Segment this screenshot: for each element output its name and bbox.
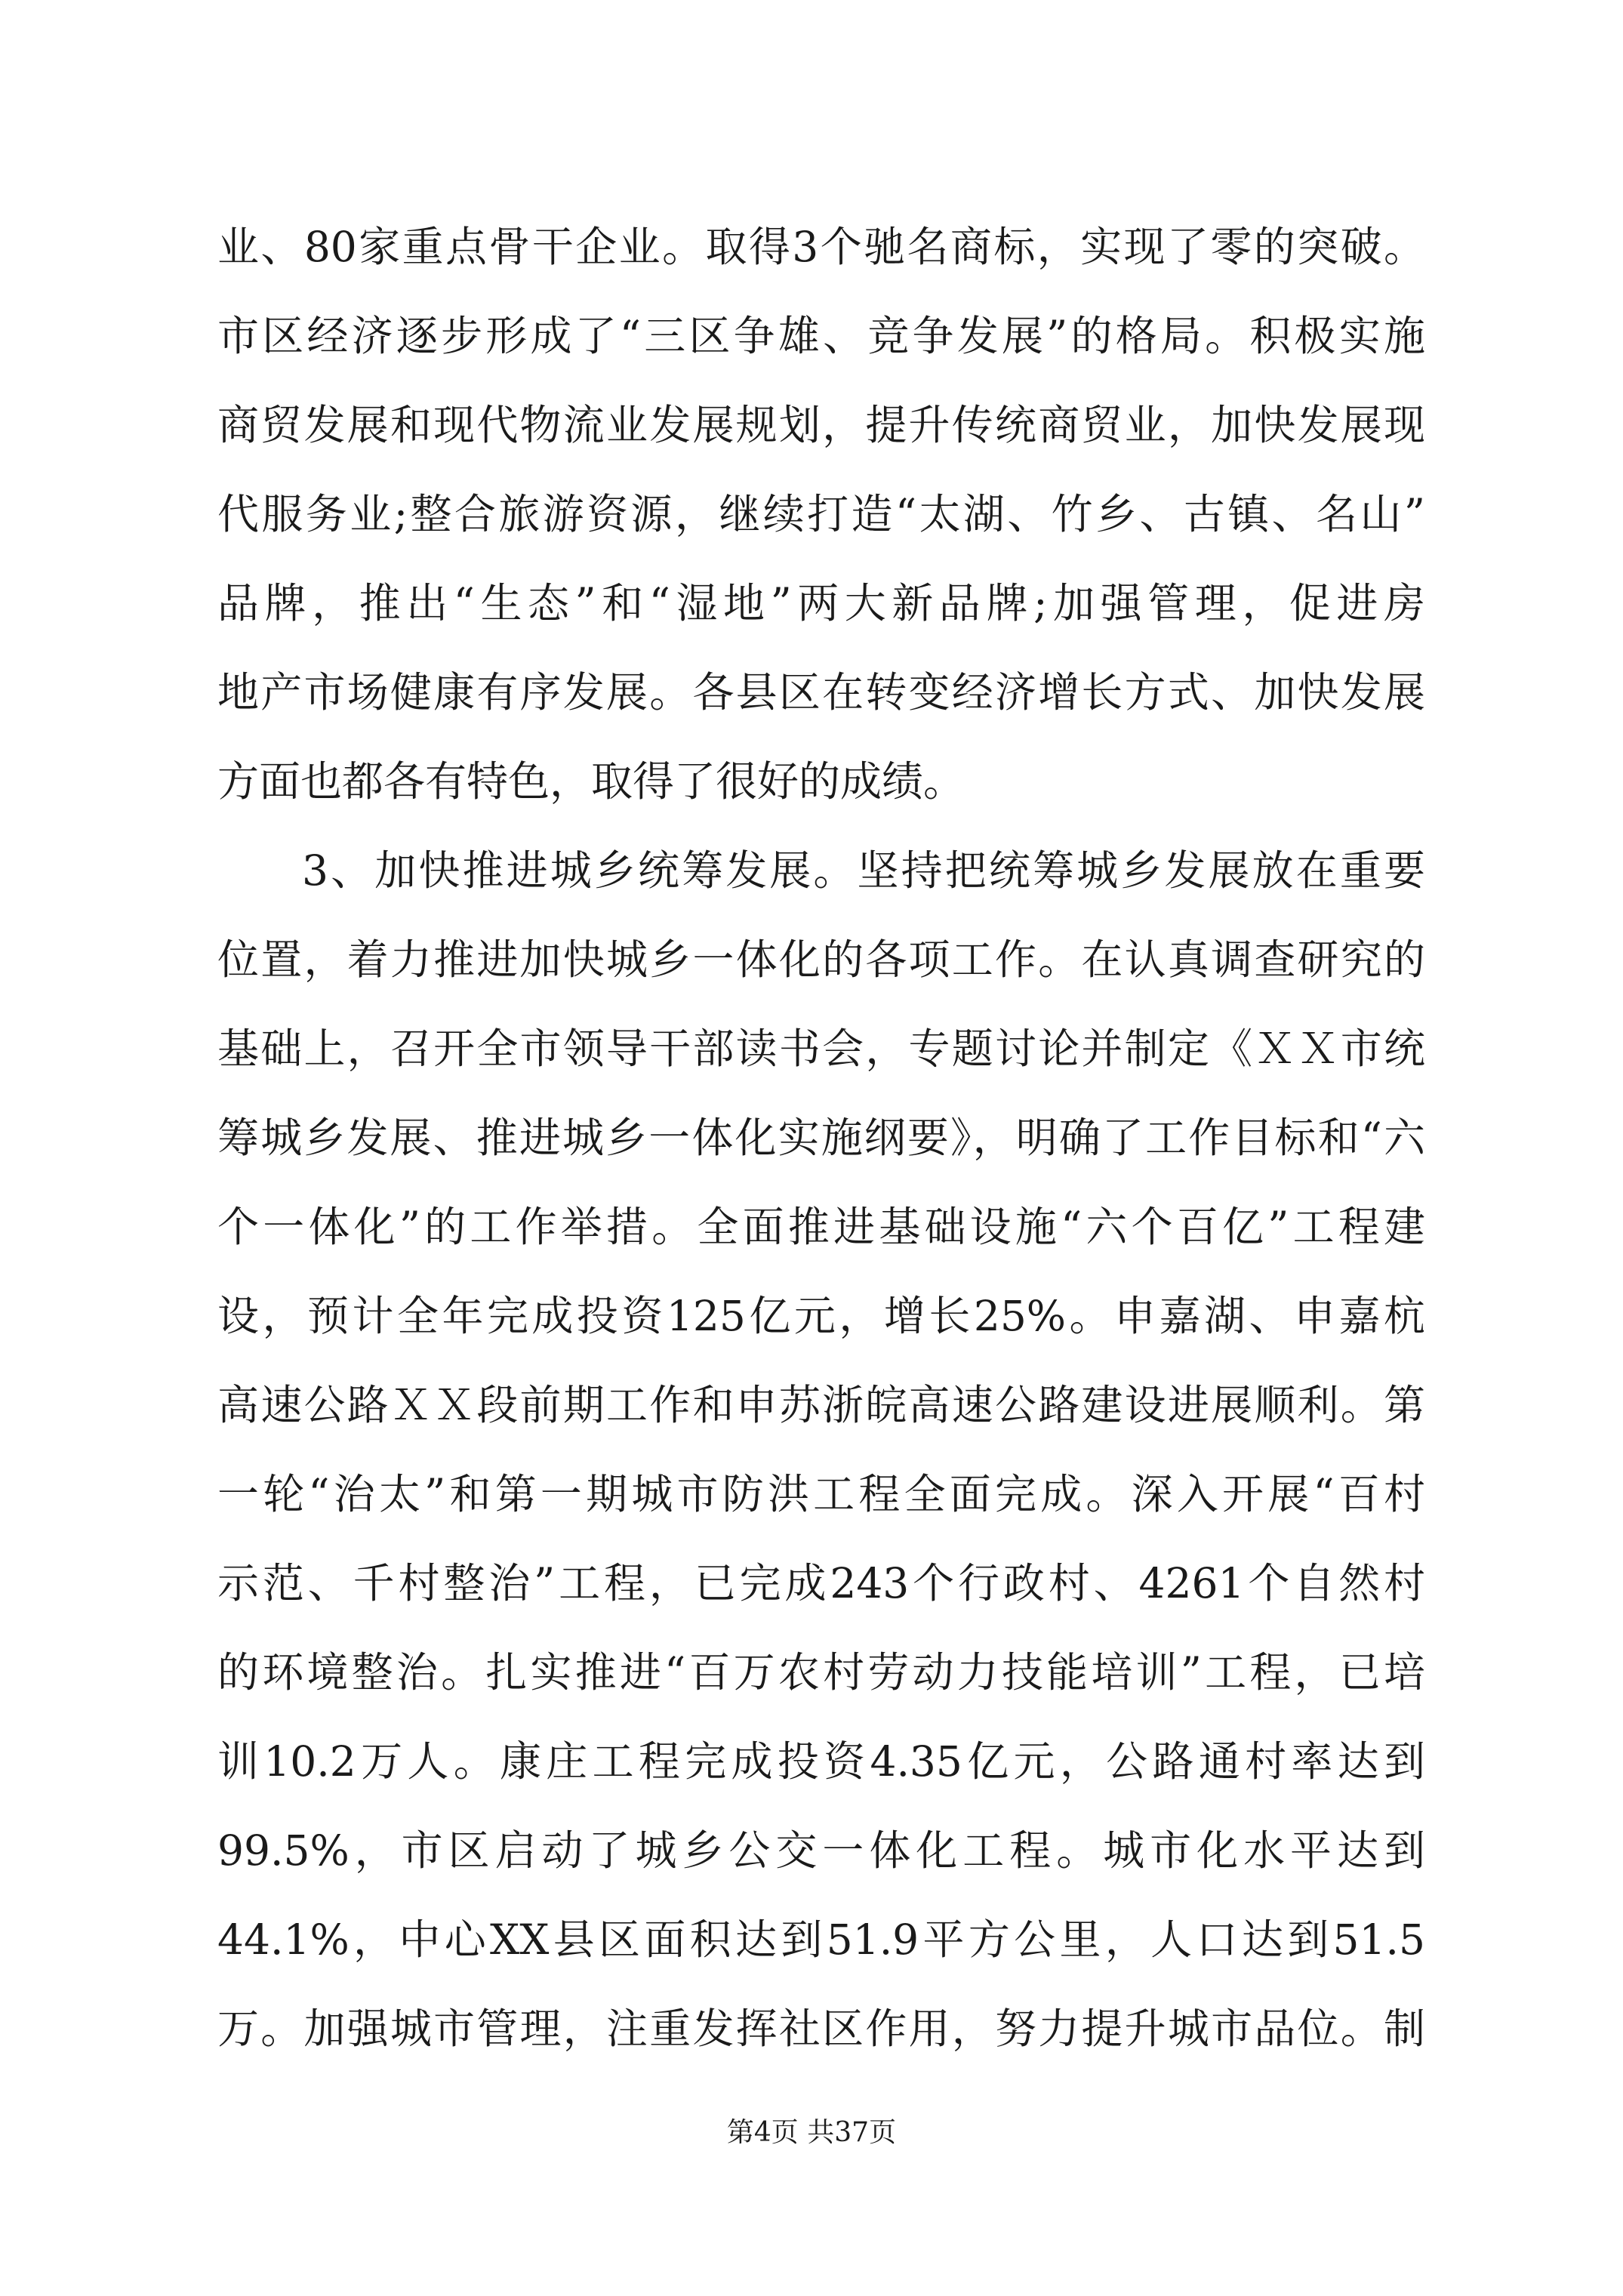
text-line: 设，预计全年完成投资125亿元，增长25%。申嘉湖、申嘉杭 — [217, 1292, 1425, 1340]
page-footer: 第4页 共37页 — [726, 2117, 897, 2148]
text-line: 位置，着力推进加快城乡一体化的各项工作。在认真调查研究的 — [217, 935, 1425, 984]
document-body — [217, 202, 1425, 2073]
text-line: 品牌，推出“生态”和“湿地”两大新品牌;加强管理，促进房 — [217, 579, 1425, 627]
text-line: 市区经济逐步形成了“三区争雄、竞争发展”的格局。积极实施 — [217, 312, 1425, 360]
text-line: 3、加快推进城乡统筹发展。坚持把统筹城乡发展放在重要 — [302, 846, 1425, 895]
text-line: 基础上，召开全市领导干部读书会，专题讨论并制定《ＸＸ市统 — [217, 1025, 1425, 1073]
text-line: 筹城乡发展、推进城乡一体化实施纲要》，明确了工作目标和“六 — [217, 1114, 1425, 1162]
text-line: 代服务业;整合旅游资源，继续打造“太湖、竹乡、古镇、名山” — [217, 490, 1425, 538]
text-line: 99.5%，市区启动了城乡公交一体化工程。城市化水平达到 — [217, 1826, 1425, 1875]
text-line: 商贸发展和现代物流业发展规划，提升传统商贸业，加快发展现 — [217, 401, 1425, 449]
text-line: 方面也都各有特色，取得了很好的成绩。 — [217, 757, 965, 806]
text-line: 一轮“治太”和第一期城市防洪工程全面完成。深入开展“百村 — [217, 1470, 1425, 1518]
text-line: 高速公路ＸＸ段前期工作和申苏浙皖高速公路建设进展顺利。第 — [217, 1381, 1425, 1429]
text-line: 地产市场健康有序发展。各县区在转变经济增长方式、加快发展 — [217, 668, 1425, 717]
text-line: 的环境整治。扎实推进“百万农村劳动力技能培训”工程，已培 — [217, 1648, 1425, 1697]
text-line: 44.1%，中心XX县区面积达到51.9平方公里，人口达到51.5 — [217, 1915, 1425, 1964]
text-line: 万。加强城市管理，注重发挥社区作用，努力提升城市品位。制 — [217, 2005, 1425, 2053]
text-line: 示范、千村整治”工程，已完成243个行政村、4261个自然村 — [217, 1559, 1425, 1607]
text-line: 个一体化”的工作举措。全面推进基础设施“六个百亿”工程建 — [217, 1203, 1425, 1251]
text-line: 业、80家重点骨干企业。取得3个驰名商标，实现了零的突破。 — [217, 223, 1425, 271]
text-line: 训10.2万人。康庄工程完成投资4.35亿元，公路通村率达到 — [217, 1737, 1425, 1786]
